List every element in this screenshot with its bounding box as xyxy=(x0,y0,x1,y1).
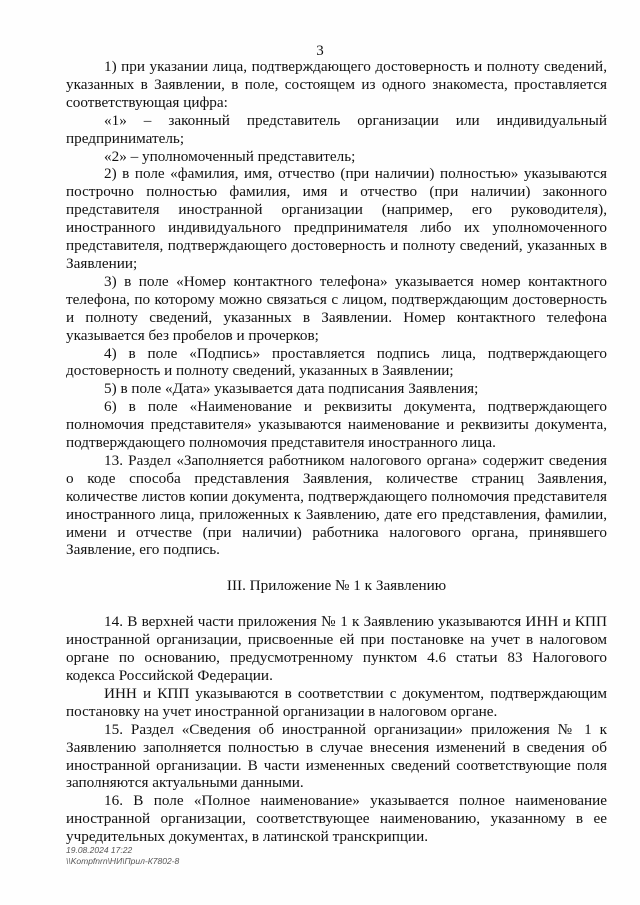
paragraph: «1» – законный представитель организации или индивидуальный предприниматель; xyxy=(66,111,607,147)
paragraph: 13. Раздел «Заполняется работником налогового органа» содержит сведения о коде способа представления Заявления, количестве страниц Заявления, количестве листов копии документа, подтверждающего полномочия представителя иностранного лица, приложенных к Заявлению, дате его представления, фамилии, имени и отчестве (при наличии) работника налогового органа, принявшего Заявление, его подпись. xyxy=(66,451,607,559)
paragraph: 2) в поле «фамилия, имя, отчество (при наличии) полностью» указываются построчно полностью фамилия, имя и отчество (при наличии) законного представителя иностранной организации (например, его руководителя), иностранного индивидуального предпринимателя либо их уполномоченного представителя, подтверждающего достоверность и полноту сведений, указанных в Заявлении; xyxy=(66,165,607,272)
paragraph: «2» – уполномоченный представитель; xyxy=(104,147,356,165)
page-number: 3 xyxy=(316,43,324,59)
paragraph: 1) при указании лица, подтверждающего достоверность и полноту сведений, указанных в Заявлении, в поле, состоящем из одного знакоместа, проставляется соответствующая цифра: xyxy=(66,58,607,111)
footer-stamp xyxy=(66,845,179,867)
paragraph: 6) в поле «Наименование и реквизиты документа, подтверждающего полномочия представителя» указываются наименование и реквизиты документа, подтверждающего полномочия представителя иностранного лица. xyxy=(66,398,607,452)
document-body xyxy=(66,58,607,846)
paragraph: 5) в поле «Дата» указывается дата подписания Заявления; xyxy=(104,380,479,398)
paragraph: ИНН и КПП указываются в соответствии с документом, подтверждающим постановку на учет иностранной организации в налоговом органе. xyxy=(66,684,607,720)
paragraph: 15. Раздел «Сведения об иностранной организации» приложения № 1 к Заявлению заполняется полностью в случае внесения изменений в сведения об иностранной организации. В части измененных сведений соответствующие поля заполняются актуальными данными. xyxy=(66,720,607,792)
footer-date: 19.08.2024 17:22 xyxy=(66,845,133,855)
paragraph: 4) в поле «Подпись» проставляется подпись лица, подтверждающего достоверность и полноту сведений, указанных в Заявлении; xyxy=(66,344,607,380)
paragraph: 16. В поле «Полное наименование» указывается полное наименование иностранной организации, соответствующее наименованию, указанному в ее учредительных документах, в латинской транскрипции. xyxy=(66,792,607,846)
paragraph: 3) в поле «Номер контактного телефона» указывается номер контактного телефона, по которому можно связаться с лицом, подтверждающим достоверность и полноту сведений, указанных в Заявлении. Номер контактного телефона указывается без пробелов и прочерков; xyxy=(66,272,607,344)
section-heading: III. Приложение № 1 к Заявлению xyxy=(226,577,447,595)
paragraph: 14. В верхней части приложения № 1 к Заявлению указываются ИНН и КПП иностранной организации, присвоенные ей при постановке на учет в налоговом органе по основанию, предусмотренному пунктом 4.6 статьи 83 Налогового кодекса Российской Федерации. xyxy=(66,613,607,684)
footer-file-path: \\Kompfnrn\НИ\Прил-К7802-8 xyxy=(66,856,180,866)
